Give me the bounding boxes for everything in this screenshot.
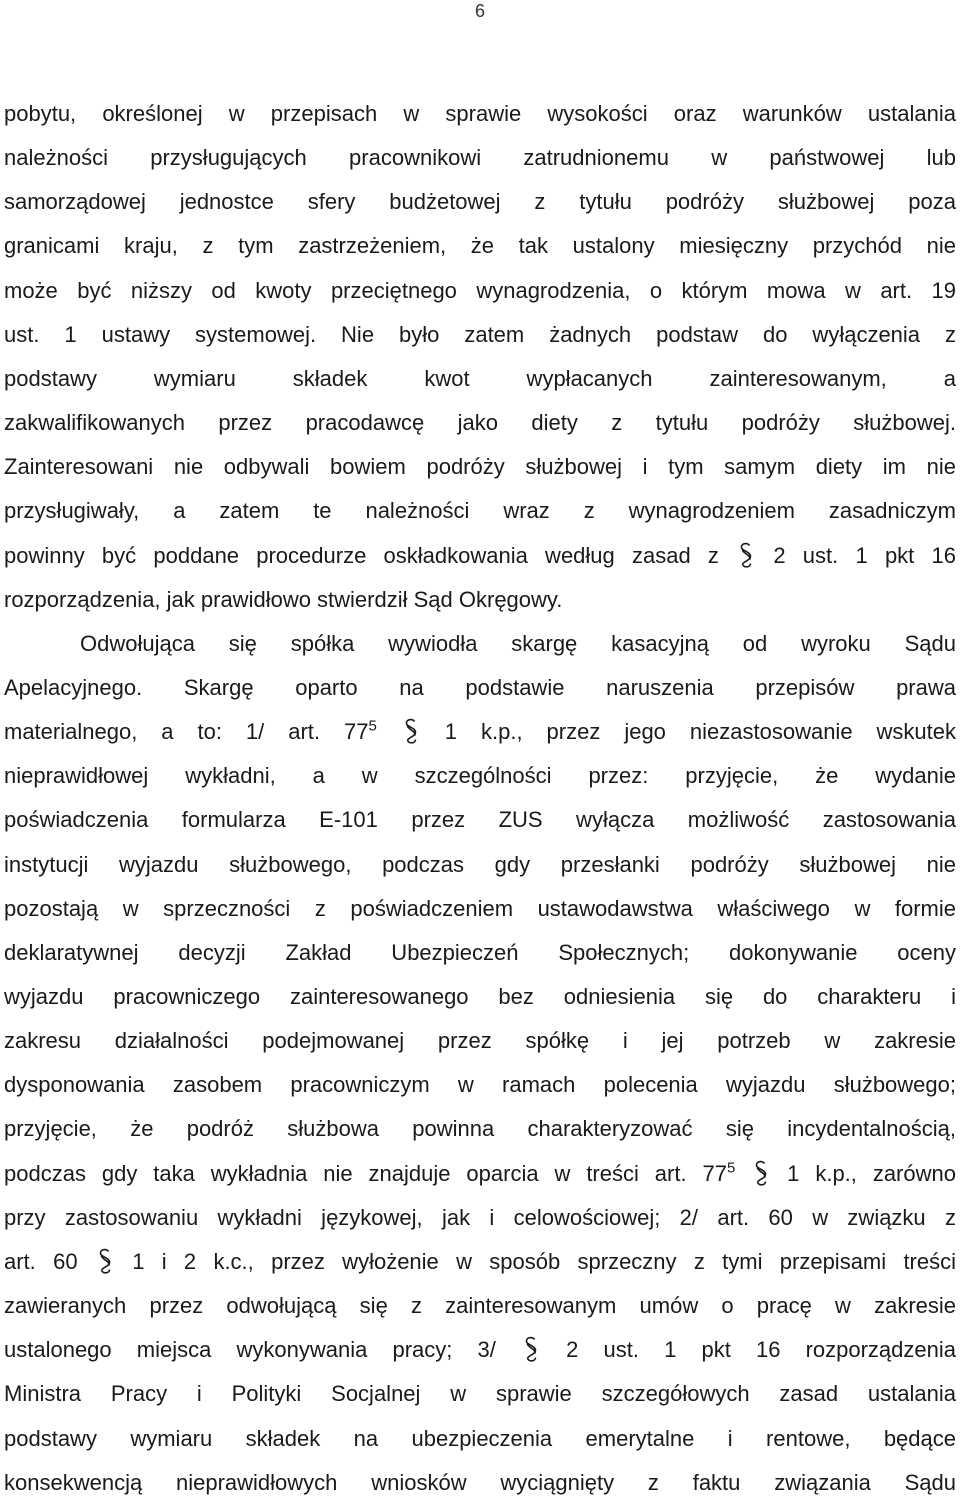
- text-segment: deklaratywnej decyzji Zakład Ubezpieczeń Społecznych; dokonywanie oceny: [4, 939, 956, 965]
- text-segment: rozporządzenia, jak prawidłowo stwierdził Sąd Okręgowy.: [4, 586, 563, 612]
- text-segment: konsekwencją nieprawidłowych wniosków wyciągnięty z faktu związania Sądu: [4, 1469, 956, 1495]
- text-line: [4, 798, 956, 842]
- text-segment: zakwalifikowanych przez pracodawcę jako diety z tytułu podróży służbowej.: [4, 410, 956, 436]
- text-line: [4, 1328, 956, 1372]
- text-line: [4, 357, 956, 401]
- text-segment: poświadczenia formularza E-101 przez ZUS wyłącza możliwość zastosowania: [4, 807, 956, 833]
- text-segment: Ministra Pracy i Polityki Socjalnej w sprawie szczegółowych zasad ustalania: [4, 1381, 956, 1407]
- text-segment: samorządowej jednostce sfery budżetowej z tytułu podróży służbowej poza: [4, 189, 956, 215]
- text-segment: podstawy wymiaru składek na ubezpieczenia emerytalne i rentowe, będące: [4, 1425, 956, 1451]
- text-segment: podstawy wymiaru składek kwot wypłacanych zainteresowanym, a: [4, 365, 956, 391]
- text-line: [80, 622, 956, 666]
- text-line: [4, 1417, 956, 1461]
- text-line: [4, 1461, 956, 1505]
- text-segment: dysponowania zasobem pracowniczym w ramach polecenia wyjazdu służbowego;: [4, 1072, 956, 1098]
- text-line: [4, 975, 956, 1019]
- text-line: [4, 1019, 956, 1063]
- text-segment: art. 60: [4, 1248, 78, 1274]
- text-segment: 1 k.p., przez jego niezastosowanie wskutek: [444, 719, 956, 745]
- text-line: [4, 1152, 956, 1196]
- text-segment: przyjęcie, że podróż służbowa powinna charakteryzować się incydentalnością,: [4, 1116, 956, 1142]
- text-line: [4, 931, 956, 975]
- text-segment: przy zastosowaniu wykładni językowej, jak i celowościowej; 2/ art. 60 w związku z: [4, 1204, 956, 1230]
- text-segment: Zainteresowani nie odbywali bowiem podróży służbowej i tym samym diety im nie: [4, 454, 956, 480]
- text-segment: 2 ust. 1 pkt 16: [773, 542, 956, 568]
- text-segment: wyjazdu pracowniczego zainteresowanego bez odniesienia się do charakteru i: [4, 984, 956, 1009]
- text-segment: 1 k.p., zarówno: [787, 1160, 956, 1186]
- text-segment: ustalonego miejsca wykonywania pracy; 3/: [4, 1337, 496, 1363]
- text-segment: 2 ust. 1 pkt 16 rozporządzenia: [566, 1337, 956, 1363]
- text-line: [4, 92, 956, 136]
- text-segment: granicami kraju, z tym zastrzeżeniem, że tak ustalony miesięczny przychód nie: [4, 233, 956, 259]
- section-sign-icon: [738, 540, 754, 585]
- text-line: [4, 1196, 956, 1240]
- text-line: [4, 1107, 956, 1151]
- text-segment: nieprawidłowej wykładni, a w szczególności przez: przyjęcie, że wydanie: [4, 763, 956, 789]
- text-line: [4, 1284, 956, 1328]
- text-line: [4, 180, 956, 224]
- text-segment: zakresu działalności podejmowanej przez spółkę i jej potrzeb w zakresie: [4, 1028, 956, 1054]
- superscript: 5: [726, 1159, 736, 1177]
- text-line: [4, 843, 956, 887]
- text-line: [4, 489, 956, 533]
- text-line: [4, 666, 956, 710]
- text-line: [4, 401, 956, 445]
- text-line: [4, 578, 562, 622]
- text-line: [4, 1240, 956, 1284]
- text-segment: należności przysługujących pracownikowi zatrudnionemu w państwowej lub: [4, 145, 956, 171]
- text-segment: może być niższy od kwoty przeciętnego wynagrodzenia, o którym mowa w art. 19: [4, 277, 956, 303]
- text-line: [4, 887, 956, 931]
- text-line: [4, 534, 956, 578]
- text-line: [4, 224, 956, 268]
- text-line: [4, 1063, 956, 1107]
- text-segment: pobytu, określonej w przepisach w sprawie wysokości oraz warunków ustalania: [4, 101, 956, 126]
- text-line: [4, 445, 956, 489]
- text-segment: 1 i 2 k.c., przez wyłożenie w sposób sprzeczny z tymi przepisami treści: [132, 1248, 956, 1274]
- text-segment: przysługiwały, a zatem te należności wraz z wynagrodzeniem zasadniczym: [4, 498, 956, 524]
- text-segment: zawieranych przez odwołującą się z zainteresowanym umów o pracę w zakresie: [4, 1293, 956, 1319]
- text-line: [4, 1372, 956, 1416]
- superscript: 5: [368, 717, 377, 735]
- text-segment: podczas gdy taka wykładnia nie znajduje oparcia w treści art. 77: [4, 1160, 727, 1186]
- text-segment: instytucji wyjazdu służbowego, podczas gdy przesłanki podróży służbowej nie: [4, 851, 956, 877]
- page-number: 6: [474, 1, 485, 21]
- text-segment: materialnego, a to: 1/ art. 77: [4, 719, 369, 745]
- text-line: [4, 269, 956, 313]
- text-line: [4, 136, 956, 180]
- text-line: [4, 710, 956, 754]
- text-segment: powinny być poddane procedurze oskładkowania według zasad z: [4, 542, 719, 568]
- text-segment: ust. 1 ustawy systemowej. Nie było zatem żadnych podstaw do wyłączenia z: [4, 321, 956, 347]
- text-line: [4, 313, 956, 357]
- text-segment: pozostają w sprzeczności z poświadczeniem ustawodawstwa właściwego w formie: [4, 895, 956, 921]
- text-segment: Odwołująca się spółka wywiodła skargę kasacyjną od wyroku Sądu: [80, 630, 956, 656]
- text-line: [4, 754, 956, 798]
- text-segment: Apelacyjnego. Skargę oparto na podstawie naruszenia przepisów prawa: [4, 674, 956, 700]
